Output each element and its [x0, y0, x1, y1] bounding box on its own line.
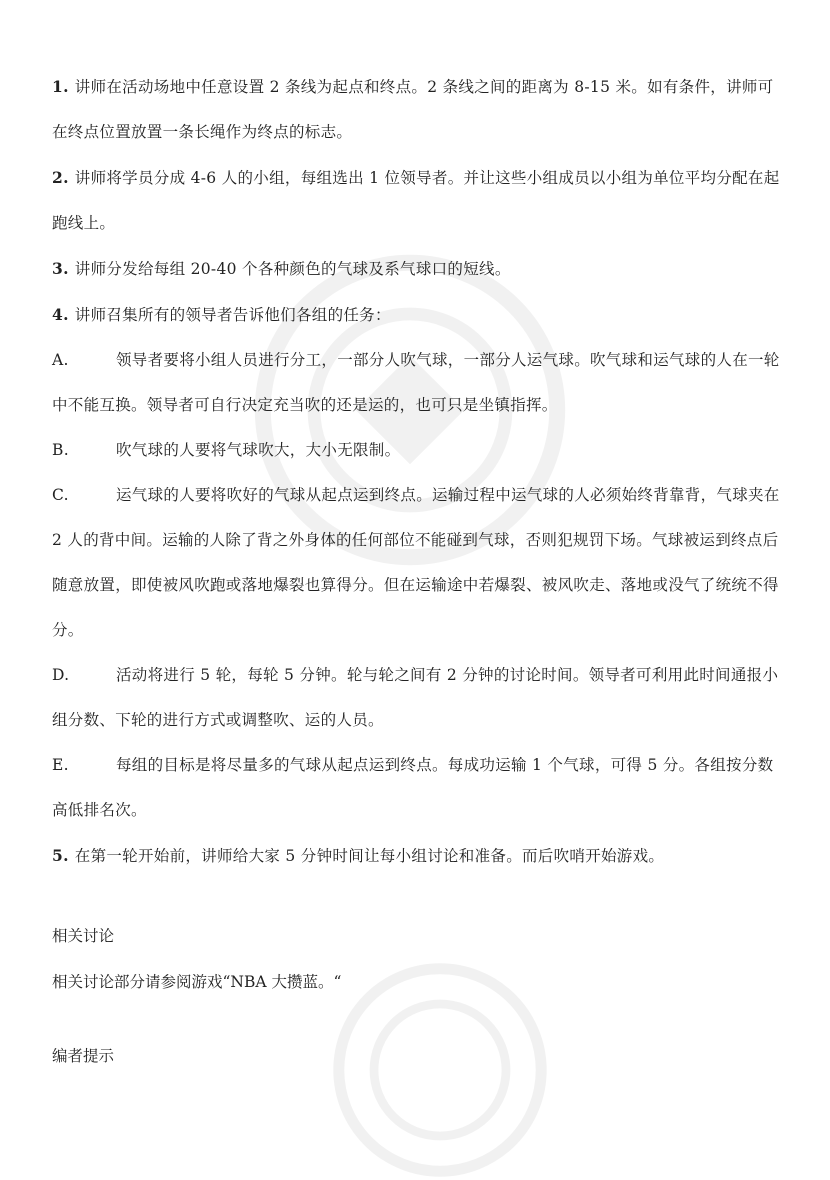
task-letter: B. [52, 441, 69, 459]
step-text: 讲师将学员分成 4-6 人的小组，每组选出 1 位领导者。并让这些小组成员以小组为单位平均分配在起跑线上。 [52, 169, 780, 232]
task-d [52, 653, 787, 743]
step-text: 讲师召集所有的领导者告诉他们各组的任务： [74, 306, 391, 324]
task-text: 运气球的人要将吹好的气球从起点运到终点。运输过程中运气球的人必须始终背靠背，气球夹在 2 人的背中间。运输的人除了背之外身体的任何部位不能碰到气球，否则犯规罚下场。气球被运到终点后随意放置，即使被风吹跑或落地爆裂也算得分。但在运输途中若爆裂、被风吹走、落地或没气了统统不得分。 [52, 486, 780, 639]
related-text: 相关讨论部分请参阅游戏“NBA 大攒蓝。“ [52, 973, 342, 991]
step-number: 3. [52, 259, 69, 278]
task-letter: A. [52, 351, 69, 369]
step-1 [52, 64, 787, 155]
step-2 [52, 155, 787, 246]
step-4 [52, 292, 787, 338]
task-b [52, 428, 787, 473]
task-a [52, 338, 787, 428]
task-text: 吹气球的人要将气球吹大，大小无限制。 [116, 441, 401, 459]
task-text: 活动将进行 5 轮，每轮 5 分钟。轮与轮之间有 2 分钟的讨论时间。领导者可利用此时间通报小组分数、下轮的进行方式或调整吹、运的人员。 [52, 666, 779, 729]
step-number: 5. [52, 846, 69, 865]
step-number: 1. [52, 77, 69, 96]
step-5 [52, 833, 787, 879]
step-number: 4. [52, 305, 69, 324]
document-body [52, 64, 787, 1071]
step-text: 讲师在活动场地中任意设置 2 条线为起点和终点。2 条线之间的距离为 8-15 米。如有条件，讲师可在终点位置放置一条长绳作为终点的标志。 [52, 78, 774, 141]
task-letter: E. [52, 756, 69, 774]
task-e [52, 743, 787, 833]
task-text: 领导者要将小组人员进行分工，一部分人吹气球，一部分人运气球。吹气球和运气球的人在一轮中不能互换。领导者可自行决定充当吹的还是运的，也可只是坐镇指挥。 [52, 351, 780, 414]
editor-title: 编者提示 [52, 1047, 115, 1065]
step-text: 在第一轮开始前，讲师给大家 5 分钟时间让每小组讨论和准备。而后吹哨开始游戏。 [74, 847, 665, 865]
task-c [52, 473, 787, 653]
task-text: 每组的目标是将尽量多的气球从起点运到终点。每成功运输 1 个气球，可得 5 分。各组按分数高低排名次。 [52, 756, 774, 819]
task-letter: C. [52, 486, 69, 504]
task-letter: D. [52, 666, 70, 684]
step-3 [52, 246, 787, 292]
step-number: 2. [52, 168, 69, 187]
related-title: 相关讨论 [52, 927, 115, 945]
step-text: 讲师分发给每组 20-40 个各种颜色的气球及系气球口的短线。 [74, 260, 511, 278]
